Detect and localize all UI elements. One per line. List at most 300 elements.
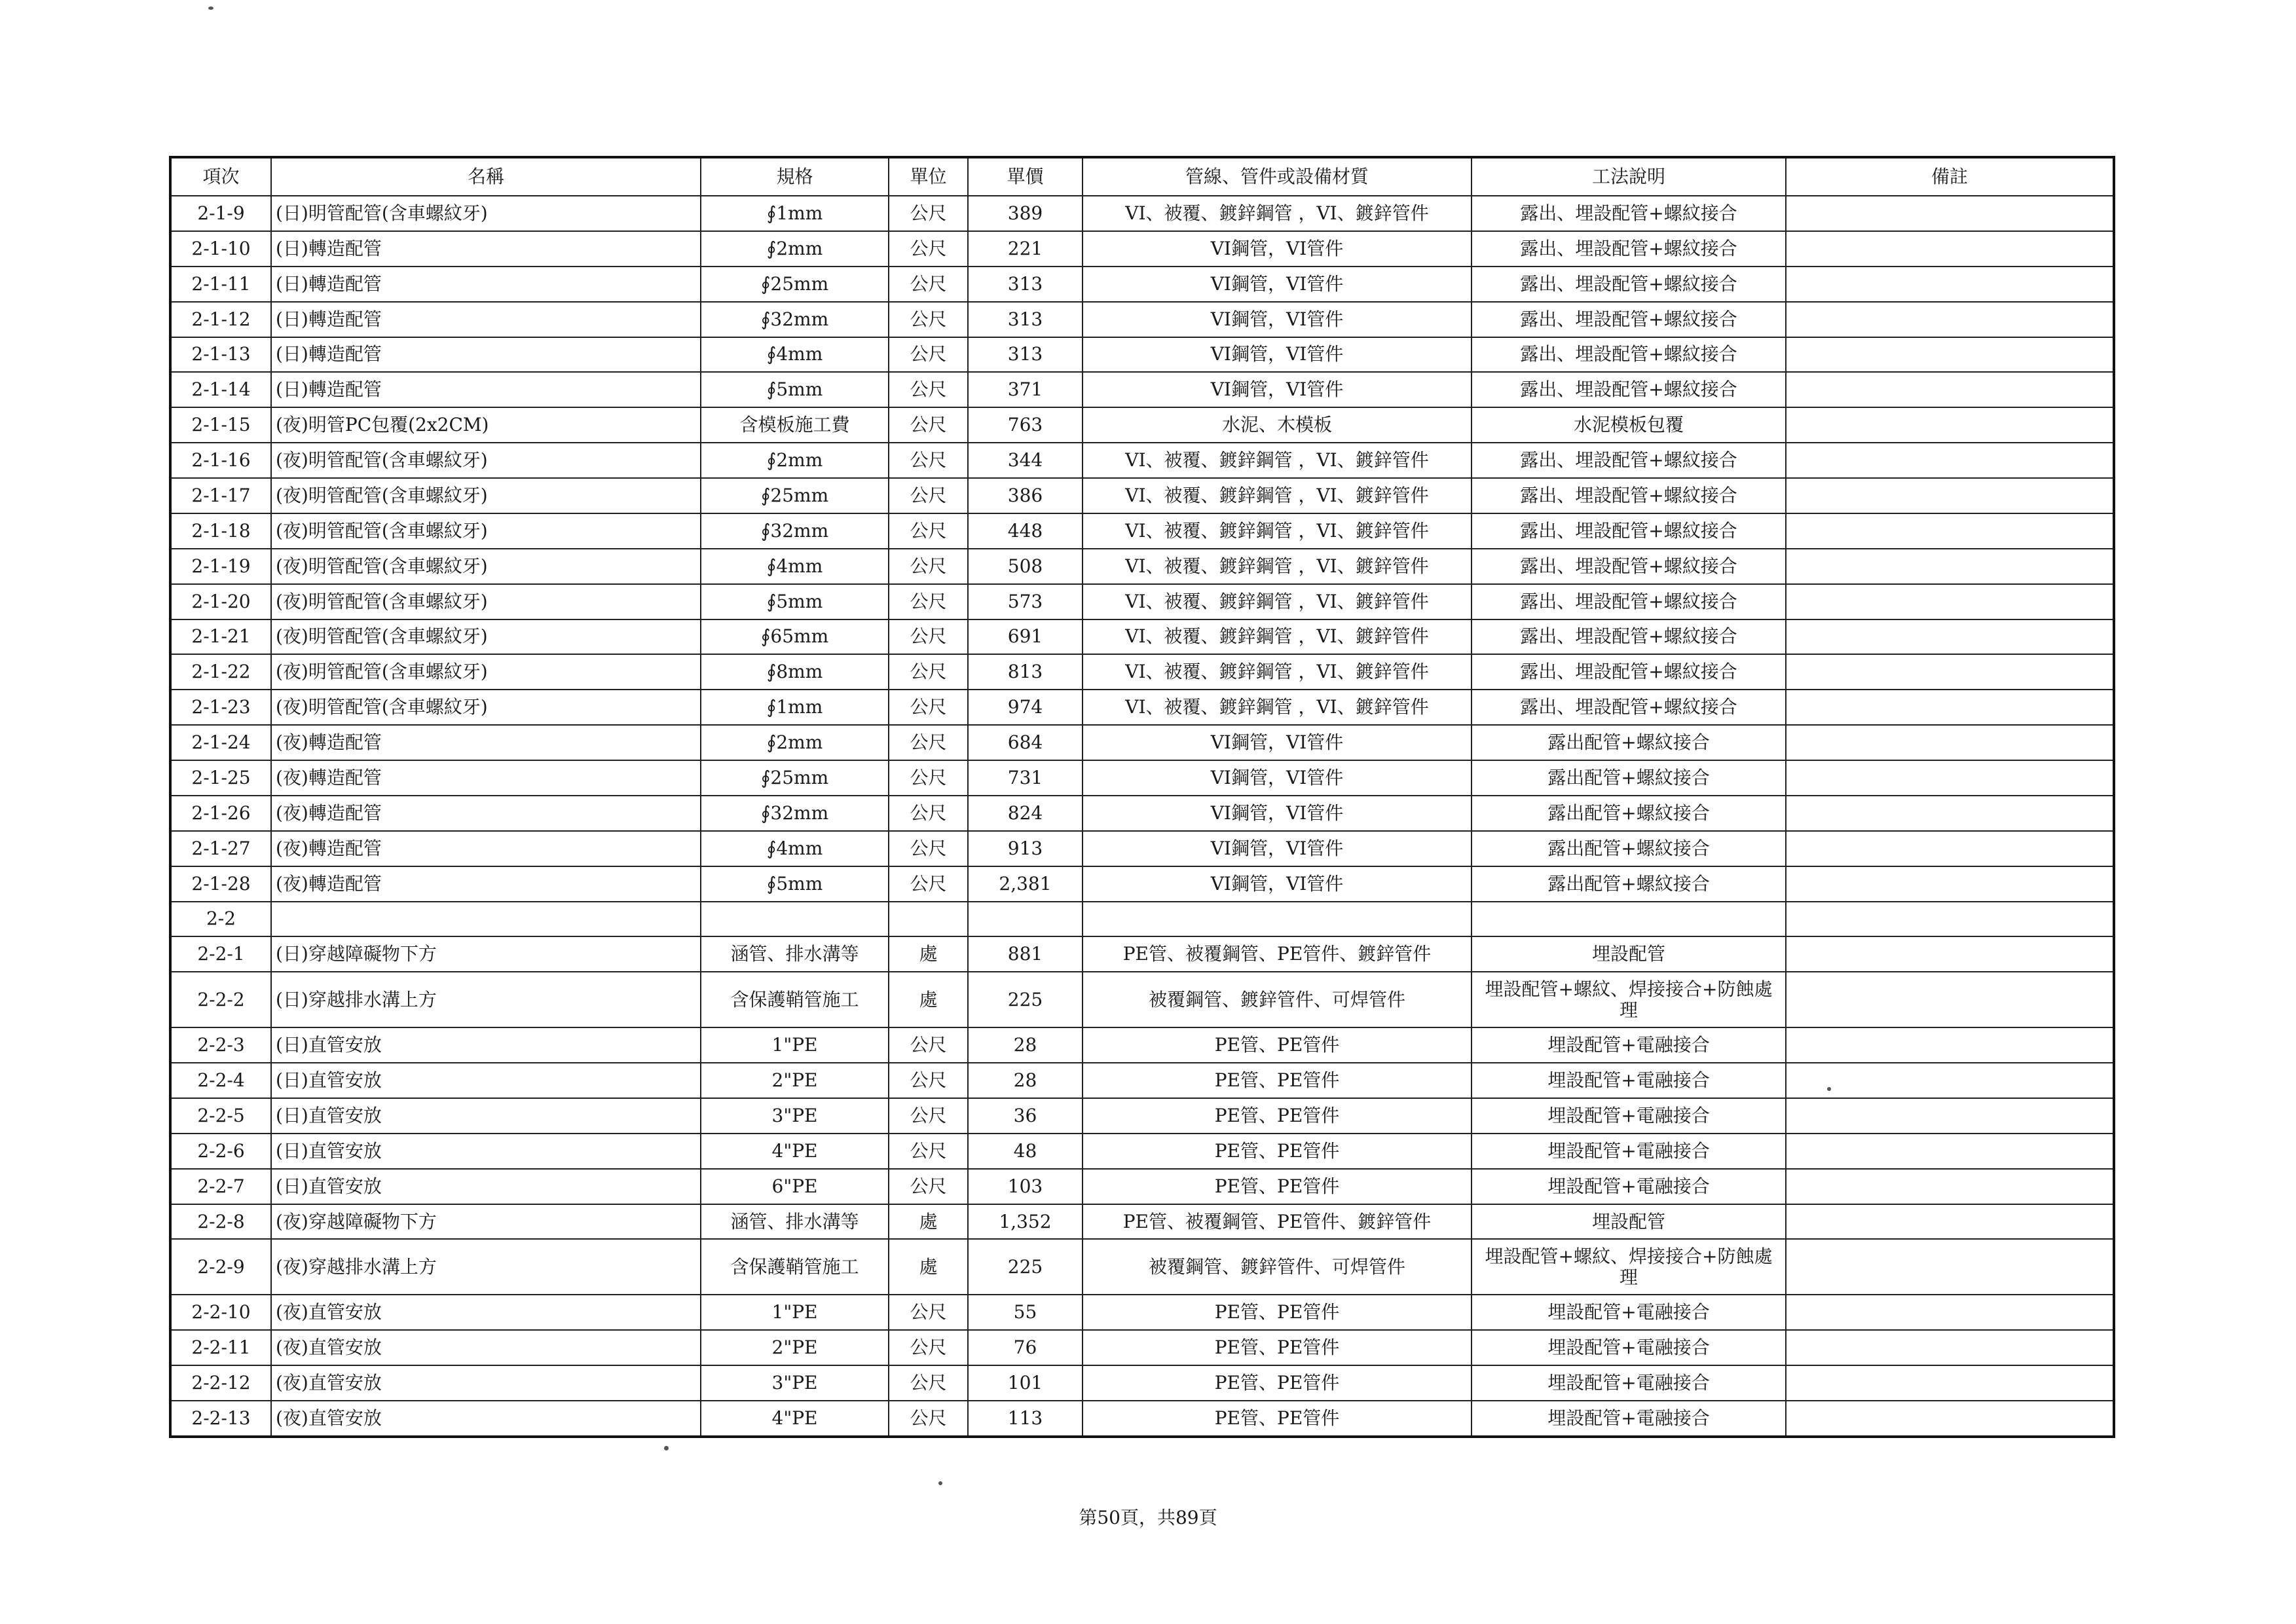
cell-name: (日)穿越排水溝上方 <box>271 972 701 1027</box>
cell-method: 露出配管+螺紋接合 <box>1472 725 1786 760</box>
cell-unit-price: 225 <box>968 972 1083 1027</box>
cell-unit: 公尺 <box>889 302 968 337</box>
cell-method: 埋設配管+螺紋、焊接接合+防蝕處理 <box>1472 972 1786 1027</box>
cell-method <box>1472 902 1786 937</box>
cell-method: 埋設配管+螺紋、焊接接合+防蝕處理 <box>1472 1239 1786 1295</box>
table-row <box>170 549 2114 584</box>
cell-spec: ∮1mm <box>701 690 889 725</box>
cell-name: (日)轉造配管 <box>271 231 701 267</box>
cell-spec: ∮32mm <box>701 513 889 549</box>
cell-item-no: 2-2-1 <box>170 936 271 972</box>
table-row <box>170 760 2114 796</box>
header-name: 名稱 <box>271 157 701 196</box>
cell-name: (夜)明管配管(含車螺紋牙) <box>271 654 701 690</box>
cell-unit-price: 76 <box>968 1330 1083 1365</box>
cell-method: 露出、埋設配管+螺紋接合 <box>1472 231 1786 267</box>
cell-method: 埋設配管 <box>1472 1204 1786 1240</box>
cell-unit-price: 225 <box>968 1239 1083 1295</box>
cell-remarks <box>1786 654 2114 690</box>
cell-item-no: 2-1-19 <box>170 549 271 584</box>
cell-remarks <box>1786 1401 2114 1437</box>
table-row <box>170 1365 2114 1401</box>
cell-material: PE管、PE管件 <box>1083 1365 1472 1401</box>
cell-material: PE管、PE管件 <box>1083 1401 1472 1437</box>
cell-item-no: 2-2-8 <box>170 1204 271 1240</box>
table-row <box>170 972 2114 1027</box>
cell-remarks <box>1786 584 2114 619</box>
cell-unit-price: 48 <box>968 1134 1083 1169</box>
cell-name: (日)轉造配管 <box>271 267 701 302</box>
cell-name: (日)轉造配管 <box>271 337 701 373</box>
cell-material <box>1083 902 1472 937</box>
cell-remarks <box>1786 1365 2114 1401</box>
cell-method: 露出、埋設配管+螺紋接合 <box>1472 443 1786 478</box>
cell-spec: ∮32mm <box>701 302 889 337</box>
cell-item-no: 2-1-18 <box>170 513 271 549</box>
cell-name: (日)直管安放 <box>271 1134 701 1169</box>
table-row <box>170 231 2114 267</box>
cell-remarks <box>1786 1134 2114 1169</box>
cell-unit: 公尺 <box>889 1098 968 1134</box>
cell-material: VI、被覆、鍍鋅鋼管 ，VI、鍍鋅管件 <box>1083 619 1472 655</box>
cell-unit: 公尺 <box>889 690 968 725</box>
cell-item-no: 2-1-14 <box>170 372 271 407</box>
table-row <box>170 267 2114 302</box>
cell-material: VI鋼管，VI管件 <box>1083 302 1472 337</box>
cell-name: (日)直管安放 <box>271 1063 701 1098</box>
cell-item-no: 2-1-22 <box>170 654 271 690</box>
cell-spec: ∮32mm <box>701 796 889 831</box>
cell-name <box>271 902 701 937</box>
table-row <box>170 1401 2114 1437</box>
cell-method: 露出、埋設配管+螺紋接合 <box>1472 372 1786 407</box>
cell-remarks <box>1786 1169 2114 1204</box>
cell-item-no: 2-1-12 <box>170 302 271 337</box>
cell-unit: 公尺 <box>889 1401 968 1437</box>
cell-material: VI鋼管，VI管件 <box>1083 725 1472 760</box>
cell-name: (夜)穿越排水溝上方 <box>271 1239 701 1295</box>
cell-unit: 公尺 <box>889 1027 968 1063</box>
cell-material: PE管、被覆鋼管、PE管件、鍍鋅管件 <box>1083 936 1472 972</box>
table-row <box>170 831 2114 866</box>
cell-method: 露出、埋設配管+螺紋接合 <box>1472 549 1786 584</box>
cell-method: 埋設配管+電融接合 <box>1472 1169 1786 1204</box>
cell-name: (夜)明管配管(含車螺紋牙) <box>271 619 701 655</box>
cell-unit: 公尺 <box>889 372 968 407</box>
cell-item-no: 2-2 <box>170 902 271 937</box>
cell-remarks <box>1786 936 2114 972</box>
cell-remarks <box>1786 1330 2114 1365</box>
cell-remarks <box>1786 866 2114 902</box>
table-row <box>170 1169 2114 1204</box>
cell-spec: ∮5mm <box>701 866 889 902</box>
cell-material: VI、被覆、鍍鋅鋼管 ，VI、鍍鋅管件 <box>1083 549 1472 584</box>
cell-unit-price: 508 <box>968 549 1083 584</box>
cell-unit: 公尺 <box>889 443 968 478</box>
cell-name: (夜)明管配管(含車螺紋牙) <box>271 690 701 725</box>
cell-item-no: 2-2-6 <box>170 1134 271 1169</box>
cell-unit: 公尺 <box>889 796 968 831</box>
table-row <box>170 1063 2114 1098</box>
cell-spec: 6"PE <box>701 1169 889 1204</box>
cell-spec: ∮5mm <box>701 584 889 619</box>
cell-unit: 公尺 <box>889 760 968 796</box>
cell-unit-price: 684 <box>968 725 1083 760</box>
cell-unit: 公尺 <box>889 1295 968 1330</box>
table-row <box>170 936 2114 972</box>
cell-remarks <box>1786 267 2114 302</box>
cell-spec: ∮25mm <box>701 478 889 513</box>
cell-spec <box>701 902 889 937</box>
cell-name: (夜)直管安放 <box>271 1401 701 1437</box>
cell-material: PE管、PE管件 <box>1083 1330 1472 1365</box>
cell-unit-price: 113 <box>968 1401 1083 1437</box>
cell-spec: ∮4mm <box>701 831 889 866</box>
cell-remarks <box>1786 902 2114 937</box>
cell-unit-price: 371 <box>968 372 1083 407</box>
table-row <box>170 725 2114 760</box>
cell-remarks <box>1786 196 2114 231</box>
table-row <box>170 513 2114 549</box>
header-method: 工法說明 <box>1472 157 1786 196</box>
cell-spec: ∮1mm <box>701 196 889 231</box>
cell-unit-price: 1,352 <box>968 1204 1083 1240</box>
cell-name: (夜)直管安放 <box>271 1365 701 1401</box>
cell-unit-price: 691 <box>968 619 1083 655</box>
cell-unit-price: 103 <box>968 1169 1083 1204</box>
cell-spec: 含模板施工費 <box>701 407 889 443</box>
cell-unit-price: 913 <box>968 831 1083 866</box>
cell-spec: ∮4mm <box>701 337 889 373</box>
header-unit: 單位 <box>889 157 968 196</box>
table-row <box>170 1134 2114 1169</box>
table-row <box>170 1027 2114 1063</box>
cell-unit: 公尺 <box>889 1330 968 1365</box>
cell-remarks <box>1786 972 2114 1027</box>
cell-item-no: 2-2-7 <box>170 1169 271 1204</box>
cell-spec: ∮25mm <box>701 267 889 302</box>
table-row <box>170 1295 2114 1330</box>
cell-material: 被覆鋼管、鍍鋅管件、可焊管件 <box>1083 1239 1472 1295</box>
cell-remarks <box>1786 690 2114 725</box>
cell-unit-price: 974 <box>968 690 1083 725</box>
scan-speck <box>1827 1087 1831 1091</box>
cell-material: PE管、PE管件 <box>1083 1169 1472 1204</box>
cell-spec: 含保護鞘管施工 <box>701 972 889 1027</box>
cell-unit-price: 573 <box>968 584 1083 619</box>
cell-material: 水泥、木模板 <box>1083 407 1472 443</box>
cell-name: (夜)明管配管(含車螺紋牙) <box>271 513 701 549</box>
cell-spec: 2"PE <box>701 1063 889 1098</box>
cell-item-no: 2-2-3 <box>170 1027 271 1063</box>
cell-item-no: 2-1-20 <box>170 584 271 619</box>
table-row <box>170 1204 2114 1240</box>
cell-remarks <box>1786 478 2114 513</box>
cell-unit: 公尺 <box>889 584 968 619</box>
cell-material: PE管、PE管件 <box>1083 1063 1472 1098</box>
cell-method: 露出、埋設配管+螺紋接合 <box>1472 690 1786 725</box>
cell-material: VI鋼管，VI管件 <box>1083 866 1472 902</box>
cell-unit-price: 55 <box>968 1295 1083 1330</box>
header-unit-price: 單價 <box>968 157 1083 196</box>
cell-unit: 公尺 <box>889 654 968 690</box>
cell-method: 露出配管+螺紋接合 <box>1472 796 1786 831</box>
cell-remarks <box>1786 831 2114 866</box>
cell-spec: 1"PE <box>701 1027 889 1063</box>
cell-spec: ∮5mm <box>701 372 889 407</box>
cell-material: VI、被覆、鍍鋅鋼管 ，VI、鍍鋅管件 <box>1083 690 1472 725</box>
cell-unit-price: 313 <box>968 337 1083 373</box>
cell-remarks <box>1786 1295 2114 1330</box>
cell-spec: 4"PE <box>701 1134 889 1169</box>
cell-unit-price: 731 <box>968 760 1083 796</box>
cell-unit: 公尺 <box>889 407 968 443</box>
cell-remarks <box>1786 760 2114 796</box>
cell-item-no: 2-1-11 <box>170 267 271 302</box>
cell-item-no: 2-1-24 <box>170 725 271 760</box>
cell-unit-price: 28 <box>968 1027 1083 1063</box>
cell-method: 露出、埋設配管+螺紋接合 <box>1472 654 1786 690</box>
cell-spec: ∮2mm <box>701 443 889 478</box>
cell-unit-price: 824 <box>968 796 1083 831</box>
table-row <box>170 584 2114 619</box>
table-row <box>170 1239 2114 1295</box>
scan-speck <box>208 7 213 10</box>
cell-unit-price: 101 <box>968 1365 1083 1401</box>
cell-spec: ∮65mm <box>701 619 889 655</box>
cell-method: 埋設配管+電融接合 <box>1472 1295 1786 1330</box>
cell-method: 露出、埋設配管+螺紋接合 <box>1472 302 1786 337</box>
cell-unit-price: 36 <box>968 1098 1083 1134</box>
cell-name: (夜)轉造配管 <box>271 760 701 796</box>
cell-spec: 4"PE <box>701 1401 889 1437</box>
cell-material: PE管、PE管件 <box>1083 1098 1472 1134</box>
cell-method: 埋設配管+電融接合 <box>1472 1134 1786 1169</box>
table-row <box>170 372 2114 407</box>
cell-remarks <box>1786 1098 2114 1134</box>
cell-unit-price: 2,381 <box>968 866 1083 902</box>
cell-material: VI、被覆、鍍鋅鋼管 ，VI、鍍鋅管件 <box>1083 654 1472 690</box>
cell-name: (夜)直管安放 <box>271 1330 701 1365</box>
cell-unit: 公尺 <box>889 1063 968 1098</box>
table-row <box>170 619 2114 655</box>
cell-name: (日)穿越障礙物下方 <box>271 936 701 972</box>
cell-unit-price: 313 <box>968 302 1083 337</box>
cell-unit-price: 221 <box>968 231 1083 267</box>
cell-remarks <box>1786 619 2114 655</box>
cell-remarks <box>1786 372 2114 407</box>
cell-method: 埋設配管+電融接合 <box>1472 1063 1786 1098</box>
cell-material: PE管、PE管件 <box>1083 1027 1472 1063</box>
table-row <box>170 866 2114 902</box>
cell-unit: 公尺 <box>889 513 968 549</box>
cell-remarks <box>1786 1239 2114 1295</box>
cell-spec: 1"PE <box>701 1295 889 1330</box>
cell-item-no: 2-2-2 <box>170 972 271 1027</box>
cell-item-no: 2-1-27 <box>170 831 271 866</box>
cell-method: 埋設配管+電融接合 <box>1472 1365 1786 1401</box>
cell-name: (日)明管配管(含車螺紋牙) <box>271 196 701 231</box>
cell-spec: 涵管、排水溝等 <box>701 936 889 972</box>
cell-unit: 公尺 <box>889 725 968 760</box>
cell-unit: 公尺 <box>889 196 968 231</box>
cell-item-no: 2-1-17 <box>170 478 271 513</box>
cell-spec: 2"PE <box>701 1330 889 1365</box>
header-material: 管線、管件或設備材質 <box>1083 157 1472 196</box>
cell-unit-price: 763 <box>968 407 1083 443</box>
cell-unit-price: 344 <box>968 443 1083 478</box>
table-row <box>170 407 2114 443</box>
cell-name: (夜)轉造配管 <box>271 831 701 866</box>
cell-method: 露出配管+螺紋接合 <box>1472 866 1786 902</box>
cell-remarks <box>1786 1063 2114 1098</box>
cell-spec: 涵管、排水溝等 <box>701 1204 889 1240</box>
cell-unit: 公尺 <box>889 619 968 655</box>
cell-remarks <box>1786 1027 2114 1063</box>
cell-material: VI鋼管，VI管件 <box>1083 337 1472 373</box>
cell-unit-price: 813 <box>968 654 1083 690</box>
cell-remarks <box>1786 796 2114 831</box>
cell-unit-price: 313 <box>968 267 1083 302</box>
cell-method: 埋設配管+電融接合 <box>1472 1401 1786 1437</box>
cell-name: (日)轉造配管 <box>271 302 701 337</box>
cell-unit <box>889 902 968 937</box>
cell-remarks <box>1786 1204 2114 1240</box>
cell-remarks <box>1786 337 2114 373</box>
cell-material: VI、被覆、鍍鋅鋼管 ，VI、鍍鋅管件 <box>1083 478 1472 513</box>
cell-name: (夜)明管PC包覆(2x2CM) <box>271 407 701 443</box>
cell-unit: 公尺 <box>889 1365 968 1401</box>
cell-remarks <box>1786 302 2114 337</box>
table-row <box>170 302 2114 337</box>
cell-method: 露出、埋設配管+螺紋接合 <box>1472 584 1786 619</box>
cell-name: (夜)轉造配管 <box>271 866 701 902</box>
cell-unit: 公尺 <box>889 1169 968 1204</box>
cell-name: (夜)轉造配管 <box>271 796 701 831</box>
cell-unit-price: 28 <box>968 1063 1083 1098</box>
cell-name: (夜)穿越障礙物下方 <box>271 1204 701 1240</box>
cell-method: 露出、埋設配管+螺紋接合 <box>1472 267 1786 302</box>
cell-spec: ∮4mm <box>701 549 889 584</box>
cell-spec: ∮8mm <box>701 654 889 690</box>
cell-material: VI、被覆、鍍鋅鋼管 ，VI、鍍鋅管件 <box>1083 196 1472 231</box>
cell-item-no: 2-1-23 <box>170 690 271 725</box>
table-row <box>170 1330 2114 1365</box>
cell-item-no: 2-1-21 <box>170 619 271 655</box>
cell-remarks <box>1786 407 2114 443</box>
cell-material: PE管、被覆鋼管、PE管件、鍍鋅管件 <box>1083 1204 1472 1240</box>
cell-item-no: 2-1-25 <box>170 760 271 796</box>
cell-item-no: 2-2-13 <box>170 1401 271 1437</box>
header-row <box>170 157 2114 196</box>
cell-material: VI鋼管，VI管件 <box>1083 231 1472 267</box>
cell-item-no: 2-2-9 <box>170 1239 271 1295</box>
cell-item-no: 2-1-15 <box>170 407 271 443</box>
cell-item-no: 2-2-11 <box>170 1330 271 1365</box>
table-row <box>170 796 2114 831</box>
cell-name: (日)轉造配管 <box>271 372 701 407</box>
cell-method: 露出、埋設配管+螺紋接合 <box>1472 478 1786 513</box>
cell-material: 被覆鋼管、鍍鋅管件、可焊管件 <box>1083 972 1472 1027</box>
cell-name: (日)直管安放 <box>271 1098 701 1134</box>
cell-spec: ∮25mm <box>701 760 889 796</box>
cell-item-no: 2-1-16 <box>170 443 271 478</box>
cell-material: VI、被覆、鍍鋅鋼管 ，VI、鍍鋅管件 <box>1083 443 1472 478</box>
cell-unit: 公尺 <box>889 1134 968 1169</box>
cell-unit-price: 386 <box>968 478 1083 513</box>
cell-method: 露出、埋設配管+螺紋接合 <box>1472 513 1786 549</box>
cell-material: PE管、PE管件 <box>1083 1295 1472 1330</box>
cell-remarks <box>1786 443 2114 478</box>
cell-spec: ∮2mm <box>701 725 889 760</box>
cell-material: VI、被覆、鍍鋅鋼管 ，VI、鍍鋅管件 <box>1083 584 1472 619</box>
cell-item-no: 2-2-10 <box>170 1295 271 1330</box>
cell-unit: 公尺 <box>889 549 968 584</box>
cell-material: VI、被覆、鍍鋅鋼管 ，VI、鍍鋅管件 <box>1083 513 1472 549</box>
cell-unit: 公尺 <box>889 267 968 302</box>
cell-unit: 處 <box>889 972 968 1027</box>
cell-method: 埋設配管+電融接合 <box>1472 1027 1786 1063</box>
cell-unit: 公尺 <box>889 866 968 902</box>
cell-unit-price <box>968 902 1083 937</box>
cell-item-no: 2-1-26 <box>170 796 271 831</box>
cell-spec: 3"PE <box>701 1098 889 1134</box>
cell-name: (日)直管安放 <box>271 1169 701 1204</box>
cell-spec: ∮2mm <box>701 231 889 267</box>
table-row <box>170 337 2114 373</box>
table-row <box>170 902 2114 937</box>
cell-material: VI鋼管，VI管件 <box>1083 267 1472 302</box>
cell-unit: 處 <box>889 1239 968 1295</box>
table-row <box>170 690 2114 725</box>
cell-remarks <box>1786 513 2114 549</box>
cell-spec: 3"PE <box>701 1365 889 1401</box>
cell-name: (夜)轉造配管 <box>271 725 701 760</box>
cell-item-no: 2-1-10 <box>170 231 271 267</box>
cell-method: 露出、埋設配管+螺紋接合 <box>1472 196 1786 231</box>
cell-unit: 公尺 <box>889 831 968 866</box>
cell-method: 露出、埋設配管+螺紋接合 <box>1472 619 1786 655</box>
cell-spec: 含保護鞘管施工 <box>701 1239 889 1295</box>
cell-material: VI鋼管，VI管件 <box>1083 372 1472 407</box>
cell-name: (日)直管安放 <box>271 1027 701 1063</box>
scan-speck <box>664 1446 669 1450</box>
cell-method: 埋設配管 <box>1472 936 1786 972</box>
cell-material: VI鋼管，VI管件 <box>1083 796 1472 831</box>
price-table <box>169 156 2115 1438</box>
table-row <box>170 1098 2114 1134</box>
cell-remarks <box>1786 725 2114 760</box>
cell-remarks <box>1786 231 2114 267</box>
table-row <box>170 478 2114 513</box>
cell-material: VI鋼管，VI管件 <box>1083 831 1472 866</box>
cell-material: PE管、PE管件 <box>1083 1134 1472 1169</box>
cell-name: (夜)明管配管(含車螺紋牙) <box>271 478 701 513</box>
cell-unit-price: 881 <box>968 936 1083 972</box>
table-row <box>170 654 2114 690</box>
cell-unit-price: 389 <box>968 196 1083 231</box>
cell-name: (夜)明管配管(含車螺紋牙) <box>271 549 701 584</box>
cell-remarks <box>1786 549 2114 584</box>
header-remarks: 備註 <box>1786 157 2114 196</box>
cell-item-no: 2-2-5 <box>170 1098 271 1134</box>
cell-name: (夜)明管配管(含車螺紋牙) <box>271 443 701 478</box>
cell-item-no: 2-1-28 <box>170 866 271 902</box>
scan-speck <box>938 1481 942 1485</box>
cell-unit: 公尺 <box>889 337 968 373</box>
cell-method: 水泥模板包覆 <box>1472 407 1786 443</box>
cell-method: 埋設配管+電融接合 <box>1472 1098 1786 1134</box>
